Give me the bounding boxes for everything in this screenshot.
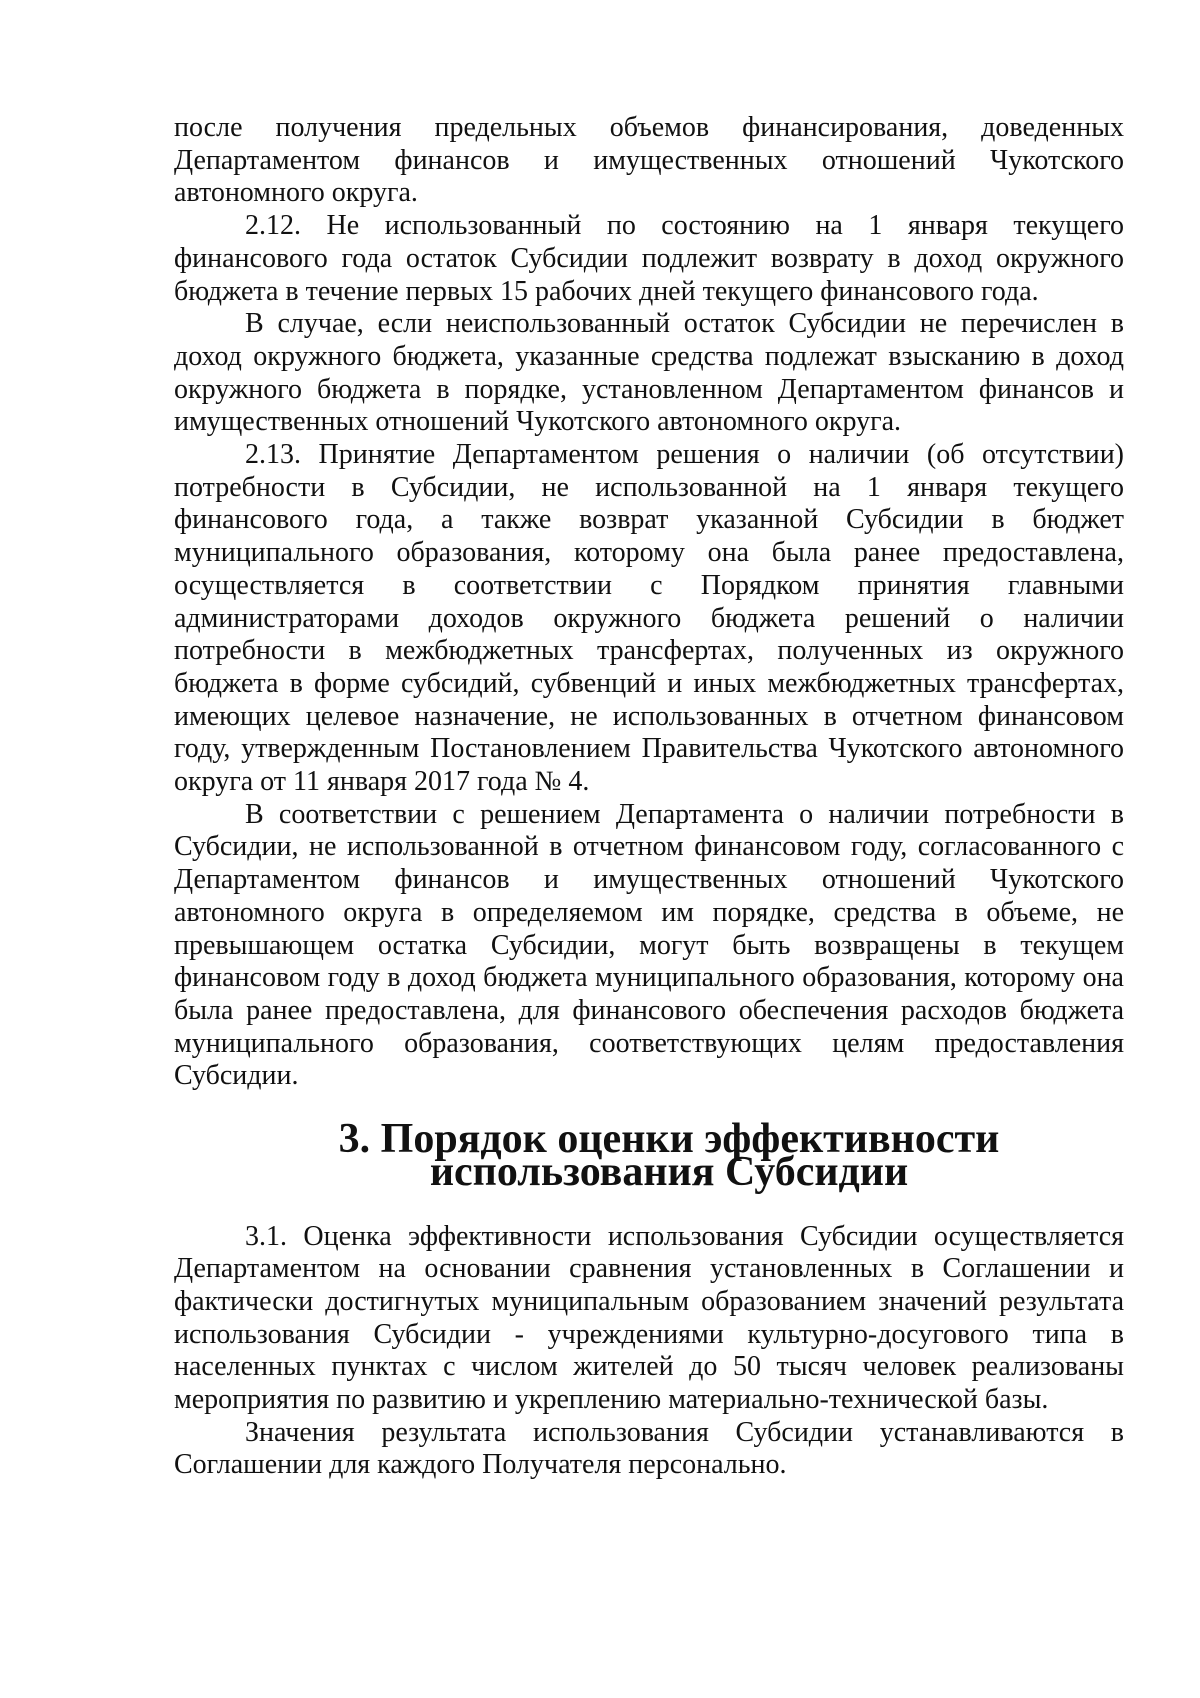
paragraph-2-13: 2.13. Принятие Департаментом решения о наличии (об отсутствии) потребности в Субсидии, не использованной на 1 января текущего финансового года, а также возврат указанной Субсидии в бюджет муниципального образования, которому она была ранее предоставлена, осуществляется в соответствии с Порядком принятия главными администраторами доходов окружного бюджета решений о наличии потребности в межбюджетных трансфертах, полученных из окружного бюджета в форме субсидий, субвенций и иных межбюджетных трансфертах, имеющих целевое назначение, не использованных в отчетном финансовом году, утвержденным Постановлением Правительства Чукотского автономного округа от 11 января 2017 года № 4. bbox=[174, 439, 1124, 798]
document-page bbox=[174, 112, 1124, 1482]
paragraph-continuation: после получения предельных объемов финансирования, доведенных Департаментом финансов и имущественных отношений Чукотского автономного округа. bbox=[174, 112, 1124, 209]
paragraph-3-1: 3.1. Оценка эффективности использования Субсидии осуществляется Департаментом на основании сравнения установленных в Соглашении и фактически достигнутых муниципальным образованием значений результата использования Субсидии - учреждениями культурно-досугового типа в населенных пунктах с числом жителей до 50 тысяч человек реализованы мероприятия по развитию и укреплению материально-технической базы. bbox=[174, 1220, 1124, 1416]
paragraph-3-1-values: Значения результата использования Субсидии устанавливаются в Соглашении для каждого Получателя персонально. bbox=[174, 1416, 1124, 1481]
paragraph-2-13-return: В соответствии с решением Департамента о наличии потребности в Субсидии, не использованной в отчетном финансовом году, согласованного с Департаментом финансов и имущественных отношений Чукотского автономного округа в определяемом им порядке, средства в объеме, не превышающем остатка Субсидии, могут быть возвращены в текущем финансовом году в доход бюджета муниципального образования, которому она была ранее предоставлена, для финансового обеспечения расходов бюджета муниципального образования, соответствующих целям предоставления Субсидии. bbox=[174, 798, 1124, 1092]
section-3-heading: 3. Порядок оценки эффективности использования Субсидии bbox=[338, 1116, 1000, 1195]
paragraph-2-12-unspent: В случае, если неиспользованный остаток Субсидии не перечислен в доход окружного бюджета, указанные средства подлежат взысканию в доход окружного бюджета в порядке, установленном Департаментом финансов и имущественных отношений Чукотского автономного округа. bbox=[174, 308, 1124, 438]
paragraph-2-12: 2.12. Не использованный по состоянию на 1 января текущего финансового года остаток Субсидии подлежит возврату в доход окружного бюджета в течение первых 15 рабочих дней текущего финансового года. bbox=[174, 210, 1124, 307]
